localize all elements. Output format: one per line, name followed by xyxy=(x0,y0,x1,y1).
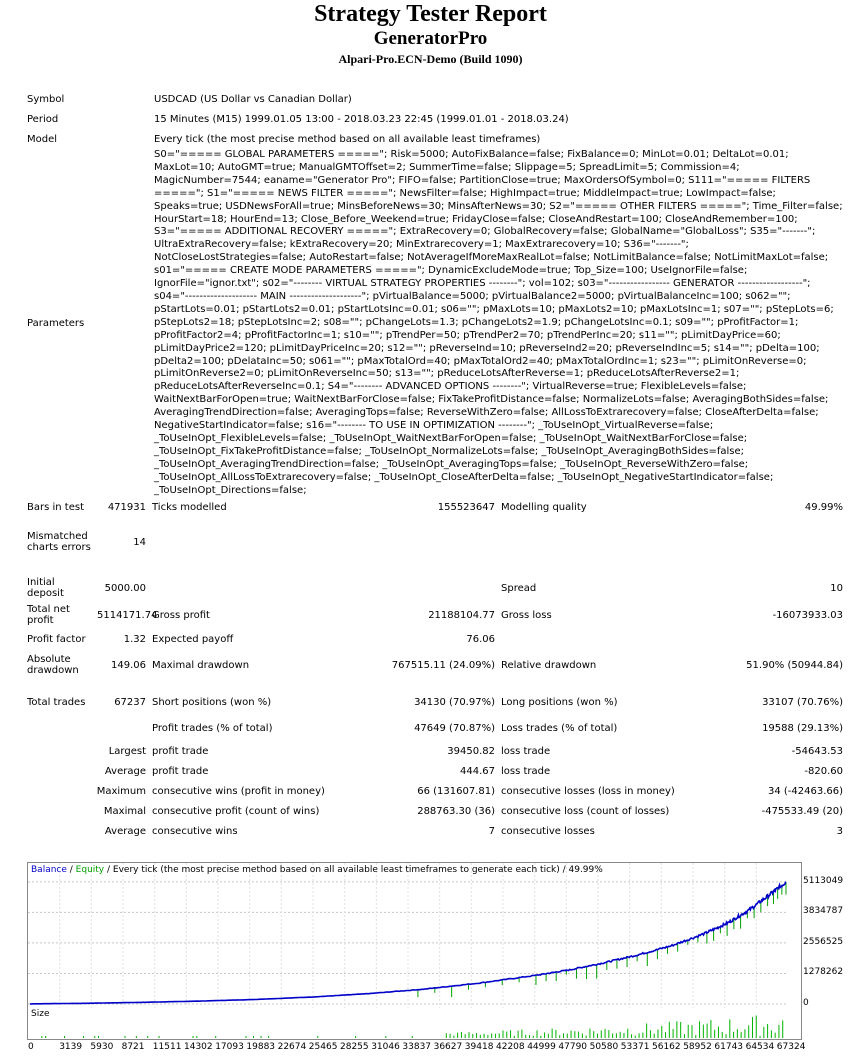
size-bar xyxy=(714,1030,715,1038)
size-bar xyxy=(125,1036,126,1038)
x-tick-label: 8721 xyxy=(121,1042,145,1052)
size-chart-svg xyxy=(28,1008,801,1039)
size-bar xyxy=(680,1022,681,1038)
size-bar xyxy=(578,1032,579,1038)
pf-label: Profit factor xyxy=(27,633,86,645)
x-tick-label: 31046 xyxy=(371,1042,400,1052)
size-bar xyxy=(665,1032,666,1038)
size-bar xyxy=(571,1031,572,1038)
average-profit-value: 444.67 xyxy=(460,765,495,777)
x-tick-label: 5930 xyxy=(90,1042,114,1052)
size-bar xyxy=(196,1036,197,1038)
size-bar xyxy=(737,1029,738,1038)
size-bar xyxy=(548,1034,549,1038)
ticks-label: Ticks modelled xyxy=(152,501,227,513)
size-bar xyxy=(499,1033,500,1038)
x-tick-label: 28255 xyxy=(340,1042,369,1052)
average-loss-value: -820.60 xyxy=(804,765,843,777)
y-tick-label: 0 xyxy=(803,998,809,1008)
quality-value: 49.99% xyxy=(804,501,843,513)
size-bar xyxy=(778,1025,779,1038)
x-tick-label: 50580 xyxy=(589,1042,619,1052)
reldd-value: 51.90% (50944.84) xyxy=(746,659,843,671)
size-chart xyxy=(27,1008,802,1040)
long-value: 33107 (70.76%) xyxy=(762,696,843,708)
size-bar xyxy=(752,1017,753,1038)
size-bar xyxy=(563,1033,564,1038)
size-bar xyxy=(650,1030,651,1038)
x-tick-label: 17093 xyxy=(215,1042,244,1052)
x-tick-label: 58952 xyxy=(683,1042,712,1052)
max-consec-wins-value: 66 (131607.81) xyxy=(417,785,495,797)
maxdd-value: 767515.11 (24.09%) xyxy=(391,659,495,671)
size-bar xyxy=(605,1029,606,1038)
size-bar xyxy=(261,1036,262,1038)
x-tick-label: 36627 xyxy=(433,1042,463,1052)
parameters-label: Parameters xyxy=(27,317,85,329)
maximal-label: Maximal xyxy=(103,805,146,817)
model-label: Model xyxy=(27,133,58,145)
x-tick-label: 25465 xyxy=(308,1042,338,1052)
x-tick-label: 33837 xyxy=(402,1042,432,1052)
size-bar xyxy=(718,1027,719,1038)
spread-value: 10 xyxy=(830,582,843,594)
quality-label: Modelling quality xyxy=(501,501,587,513)
size-bar xyxy=(484,1034,485,1038)
x-tick-label: 42208 xyxy=(496,1042,525,1052)
size-bar xyxy=(506,1032,507,1038)
size-bar xyxy=(476,1033,477,1038)
size-bar xyxy=(446,1033,447,1038)
symbol-value: USDCAD (US Dollar vs Canadian Dollar) xyxy=(154,93,352,105)
legend-equity: Equity xyxy=(75,865,105,875)
balance-chart xyxy=(27,862,844,1010)
size-bar xyxy=(635,1036,636,1038)
size-bar xyxy=(646,1024,647,1038)
size-bar xyxy=(726,1034,727,1038)
size-bar xyxy=(147,1036,148,1038)
max-consec-wins-label: consecutive wins (profit in money) xyxy=(152,785,325,797)
size-bar xyxy=(767,1024,768,1038)
size-bar xyxy=(601,1030,602,1038)
size-bar xyxy=(616,1033,617,1038)
average-label: Average xyxy=(104,765,146,777)
size-bar xyxy=(756,1015,757,1038)
largest-loss-value: -54643.53 xyxy=(791,745,843,757)
x-tick-label: 3139 xyxy=(59,1042,83,1052)
absdd-value: 149.06 xyxy=(111,659,146,671)
size-bar xyxy=(555,1030,556,1038)
size-bar xyxy=(722,1032,723,1038)
size-bar xyxy=(465,1034,466,1038)
x-tick-label: 14302 xyxy=(184,1042,213,1052)
size-bar xyxy=(487,1035,488,1038)
maxdd-label: Maximal drawdown xyxy=(152,659,250,671)
size-bar xyxy=(98,1036,99,1038)
x-tick-label: 53371 xyxy=(620,1042,650,1052)
size-bar xyxy=(741,1032,742,1038)
profittrades-value: 47649 (70.87%) xyxy=(414,722,495,734)
x-tick-label: 61743 xyxy=(714,1042,744,1052)
size-bar xyxy=(45,1036,46,1038)
size-bar xyxy=(669,1022,670,1038)
size-bar xyxy=(744,1029,745,1038)
maximal-consec-profit-value: 288763.30 (36) xyxy=(417,805,495,817)
maximum-label: Maximum xyxy=(96,785,146,797)
avg-consec-wins-label: consecutive wins xyxy=(152,825,238,837)
size-bar xyxy=(495,1034,496,1038)
size-bar xyxy=(159,1036,160,1038)
ticks-value: 155523647 xyxy=(437,501,495,513)
x-tick-label: 19883 xyxy=(246,1042,276,1052)
size-bar xyxy=(41,1036,42,1038)
size-bar xyxy=(692,1025,693,1038)
legend-balance: Balance xyxy=(31,865,67,875)
period-value: 15 Minutes (M15) 1999.01.05 13:00 - 2018.03.23 22:45 (1999.01.01 - 2018.03.24) xyxy=(154,113,569,125)
size-bar xyxy=(631,1034,632,1038)
report-table xyxy=(24,89,846,841)
size-bar xyxy=(472,1034,473,1038)
size-bar xyxy=(215,1036,216,1038)
largest-profit-value: 39450.82 xyxy=(447,745,495,757)
short-label: Short positions (won %) xyxy=(152,696,272,708)
size-bar xyxy=(317,1036,318,1038)
size-bar xyxy=(453,1036,454,1038)
bars-label: Bars in test xyxy=(27,501,84,513)
avg-consec-losses-label: consecutive losses xyxy=(501,825,595,837)
size-bar xyxy=(695,1035,696,1038)
report-title: Strategy Tester Report xyxy=(314,1,547,27)
legend-sep: / xyxy=(66,865,76,875)
size-bar xyxy=(763,1027,764,1038)
size-bar xyxy=(567,1034,568,1038)
report-header xyxy=(0,0,861,68)
size-bar xyxy=(623,1033,624,1038)
reldd-label: Relative drawdown xyxy=(501,659,597,671)
size-bar xyxy=(707,1024,708,1038)
x-tick-label: 47790 xyxy=(558,1042,588,1052)
grossprofit-value: 21188104.77 xyxy=(428,609,495,621)
payoff-label: Expected payoff xyxy=(152,633,234,645)
x-tick-label: 56162 xyxy=(652,1042,681,1052)
pf-value: 1.32 xyxy=(123,633,146,645)
deposit-label: Initial deposit xyxy=(27,577,64,600)
x-tick-label: 64534 xyxy=(745,1042,775,1052)
size-bar xyxy=(83,1036,84,1038)
size-bar xyxy=(525,1035,526,1038)
size-bar xyxy=(710,1020,711,1038)
size-bar xyxy=(559,1035,560,1038)
legend-rest: / Every tick (the most precise method based on all available least timeframes to generate each tick) / 49.99% xyxy=(104,865,603,875)
deposit-value: 5000.00 xyxy=(104,582,146,594)
size-bar xyxy=(355,1036,356,1038)
y-tick-label: 1278262 xyxy=(803,967,844,978)
x-tick-label: 67324 xyxy=(776,1042,806,1052)
short-value: 34130 (70.97%) xyxy=(414,696,495,708)
size-bar xyxy=(620,1032,621,1038)
size-bar xyxy=(688,1025,689,1038)
avg-consec-wins-value: 7 xyxy=(488,825,495,837)
size-bar xyxy=(533,1036,534,1038)
x-tick-label: 0 xyxy=(28,1042,34,1052)
size-bar xyxy=(544,1032,545,1038)
size-bar xyxy=(450,1034,451,1038)
size-bar xyxy=(136,1036,137,1038)
size-bar xyxy=(510,1030,511,1038)
size-bar xyxy=(657,1029,658,1038)
average-profit-label: profit trade xyxy=(152,765,209,777)
size-bar xyxy=(64,1036,65,1038)
x-tick-label: 39418 xyxy=(464,1042,494,1052)
largest-loss-label: loss trade xyxy=(501,745,551,757)
size-bar xyxy=(673,1029,674,1038)
size-label: Size xyxy=(31,1009,50,1019)
size-bar xyxy=(518,1031,519,1038)
size-bar xyxy=(521,1030,522,1038)
size-bar xyxy=(480,1035,481,1038)
maximal-consec-profit-label: consecutive profit (count of wins) xyxy=(152,805,320,817)
size-bar xyxy=(582,1033,583,1038)
size-bar xyxy=(760,1036,761,1038)
largest-profit-label: profit trade xyxy=(152,745,209,757)
size-bar xyxy=(589,1029,590,1038)
size-bar xyxy=(457,1033,458,1038)
y-tick-label: 3834787 xyxy=(803,906,844,917)
size-bar xyxy=(684,1034,685,1038)
size-bar xyxy=(703,1024,704,1038)
size-bar xyxy=(782,1020,783,1038)
y-tick-label: 5113049 xyxy=(803,875,844,886)
mismatch-value: 14 xyxy=(133,536,146,548)
size-bar xyxy=(642,1033,643,1038)
size-bar xyxy=(503,1030,504,1038)
size-bar xyxy=(193,1036,194,1038)
long-label: Long positions (won %) xyxy=(501,696,618,708)
size-bar xyxy=(540,1036,541,1038)
avg-consec-losses-value: 3 xyxy=(836,825,843,837)
period-label: Period xyxy=(27,113,59,125)
size-bar xyxy=(627,1029,628,1038)
balance-chart-svg xyxy=(28,863,801,1009)
size-bar xyxy=(268,1036,269,1038)
size-bar xyxy=(654,1034,655,1038)
maximal-consec-loss-label: consecutive loss (count of losses) xyxy=(501,805,670,817)
size-bar xyxy=(775,1033,776,1038)
size-bar xyxy=(729,1019,730,1038)
size-bar xyxy=(586,1036,587,1038)
max-consec-losses-value: 34 (-42463.66) xyxy=(767,785,843,797)
spread-label: Spread xyxy=(501,582,537,594)
size-bar xyxy=(461,1032,462,1038)
size-bar xyxy=(245,1036,246,1038)
bars-value: 471931 xyxy=(107,501,146,513)
mismatch-label: Mismatched charts errors xyxy=(27,531,91,554)
model-value: Every tick (the most precise method based on all available least timeframes) xyxy=(154,133,541,145)
payoff-value: 76.06 xyxy=(466,633,495,645)
average2-label: Average xyxy=(104,825,146,837)
average-loss-label: loss trade xyxy=(501,765,551,777)
netprofit-value: 5114171.74 xyxy=(97,609,158,621)
size-bar xyxy=(537,1030,538,1038)
netprofit-label: Total net profit xyxy=(27,604,70,627)
size-bar xyxy=(385,1036,386,1038)
size-bar xyxy=(733,1032,734,1038)
size-bar xyxy=(608,1030,609,1038)
symbol-label: Symbol xyxy=(27,93,65,105)
size-bar xyxy=(491,1033,492,1038)
size-bar xyxy=(574,1031,575,1038)
trades-value: 67237 xyxy=(114,696,146,708)
size-bar xyxy=(552,1029,553,1038)
size-bar xyxy=(676,1021,677,1038)
max-consec-losses-label: consecutive losses (loss in money) xyxy=(501,785,675,797)
size-bar xyxy=(748,1025,749,1038)
size-bar xyxy=(253,1036,254,1038)
losstrades-label: Loss trades (% of total) xyxy=(501,722,618,734)
x-tick-label: 22674 xyxy=(277,1042,307,1052)
server-name: Alpari-Pro.ECN-Demo (Build 1090) xyxy=(338,52,523,66)
size-bar xyxy=(597,1034,598,1038)
size-bar xyxy=(412,1036,413,1038)
x-tick-label: 44999 xyxy=(527,1042,556,1052)
trades-label: Total trades xyxy=(27,696,86,708)
expert-name: GeneratorPro xyxy=(373,28,488,49)
chart-legend xyxy=(31,865,603,875)
y-tick-label: 2556525 xyxy=(803,936,844,947)
grossloss-label: Gross loss xyxy=(501,609,552,621)
x-tick-label: 11511 xyxy=(152,1042,182,1052)
size-bar xyxy=(612,1033,613,1038)
size-bar xyxy=(514,1036,515,1038)
size-bar xyxy=(529,1035,530,1038)
largest-label: Largest xyxy=(108,745,146,757)
maximal-consec-loss-value: -475533.49 (20) xyxy=(761,805,843,817)
size-bar xyxy=(94,1036,95,1038)
profittrades-label: Profit trades (% of total) xyxy=(152,722,273,734)
size-bar xyxy=(468,1032,469,1038)
size-bar xyxy=(771,1030,772,1038)
absdd-label: Absolute drawdown xyxy=(27,654,79,677)
parameters-value: S0="===== GLOBAL PARAMETERS ====="; Risk=5000; AutoFixBalance=false; FixBalance=0; MinLot=0.01; DeltaLot=0.01; MaxLot=10; AutoGMT=true; ManualGMTOffset=2; SummerTime=false; Slippage=5; SpreadLimit=5; Commission=4; MagicNumber=7544; eaname="Generator Pro"; FIFO=false; PartitionClose=true; MaxOrdersOfSymbol=0; S111="===== FILTERS ====="; S1="===== NEWS FILTER ====="; NewsFilter=false; HighImpact=true; MiddleImpact=true; LowImpact=false; Speaks=true; USDNewsForAll=true; MinsBeforeNews=30; MinsAfterNews=30; S2="===== OTHER FILTERS ====="; Time_Filter=false; HourStart=18; HourEnd=13; Close_Before_Weekend=true; FridayClose=false; CloseAndRestart=100; CloseAndRemember=100; S3="===== ADDITIONAL RECOVERY ====="; ExtraRecovery=0; GlobalRecovery=false; GlobalName="GlobalLoss"; S35="-------"; UltraExtraRecovery=false; kExtraRecovery=20; MinExtrarecovery=1; MaxExtrarecovery=10; S36="-------"; NotCloseLostStrategies=false; AutoRestart=false; NotAverageIfMoreMaxRealLot=false; NotLimitBalance=false; NotLimitMaxLot=false; s01="===== CREATE MODE PARAMETERS ====="; DynamicExcludeMode=true; Top_Size=100; UseIgnorFile=false; IgnorFile="ignor.txt"; s02="-------- VIRTUAL STRATEGY PROPERTIES --------"; vol=102; s03="----------------- GENERATOR ------------------"; s04="-------------------- MAIN --------------------"; pVirtualBalance=5000; pVirtualBalance2=5000; pVirtualBalanceInc=100; s062=""; pStartLots=0.01; pStartLots2=0.01; pStartLotsInc=0.01; s06=""; pMaxLots=10; pMaxLots2=10; pMaxLotsInc=1; s07=""; pStepLots=6; pStepLots2=18; pStepLotsInc=2; s08=""; pChangeLots=1.3; pChangeLots2=1.9; pChangeLotsInc=0.1; s09=""; pProfitFactor=1; pProfitFactor2=4; pProfitFactorInc=1; s10=""; pTrendPer=50; pTrendPer2=70; pTrendPerInc=20; s11=""; pLimitDayPrice=60; pLimitDayPrice2=120; pLimitDayPriceInc=20; s12=""; pReverseInd=10; pReverseInd2=20; pReverseIndInc=5; s14=""; pDelta=100; pDelta2=100; pDelataInc=50; s061=""; pMaxTotalOrd=40; pMaxTotalOrd2=40; pMaxTotalOrdInc=1; s23=""; pLimitOnReverse=0; pLimitOnReverse2=0; pLimitOnReverseInc=50; s13=""; pReduceLotsAfterReverse=1; pReduceLotsAfterReverse2=1; pReduceLotsAfterReverseInc=0.1; S4="-------- ADVANCED OPTIONS --------"; VirtualReverse=true; FlexibleLevels=false; WaitNextBarForOpen=true; WaitNextBarForClose=false; FixTakeProfitDistance=false; NormalizeLots=false; AveragingBothSides=false; AveragingTrendDirection=false; AveragingTops=false; ReverseWithZero=false; AllLossToExtrarecovery=false; CloseAfterDelta=false; NegativeStartIndicator=false; s16="-------- TO USE IN OPTIMIZATION --------"; _ToUseInOpt_VirtualReverse=false; _ToUseInOpt_FlexibleLevels=false; _ToUseInOpt_WaitNextBarForOpen=false; _ToUseInOpt_WaitNextBarForClose=false; _ToUseInOpt_FixTakeProfitDistance=false; _ToUseInOpt_NormalizeLots=false; _ToUseInOpt_AveragingBothSides=false; _ToUseInOpt_AveragingTrendDirection=false; _ToUseInOpt_AveragingTops=false; _ToUseInOpt_ReverseWithZero=false; _ToUseInOpt_AllLossToExtrarecovery=false; _ToUseInOpt_CloseAfterDelta=false; _ToUseInOpt_NegativeStartIndicator=false; _ToUseInOpt_Directions=false; xyxy=(154,149,843,496)
grossloss-value: -16073933.03 xyxy=(772,609,843,621)
x-axis xyxy=(27,1042,827,1056)
size-bar xyxy=(593,1031,594,1038)
size-bar xyxy=(661,1026,662,1038)
losstrades-value: 19588 (29.13%) xyxy=(762,722,843,734)
size-bar xyxy=(699,1021,700,1038)
size-bar xyxy=(639,1033,640,1038)
grossprofit-label: Gross profit xyxy=(152,609,210,621)
